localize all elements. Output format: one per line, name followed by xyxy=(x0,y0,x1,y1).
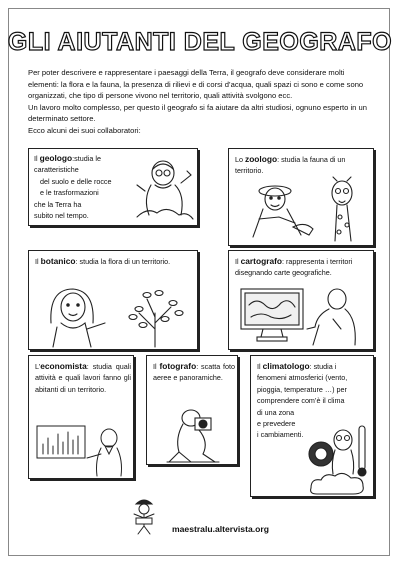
page-title-text: GLI AIUTANTI DEL GEOGRAFO xyxy=(7,28,393,56)
footer-site[interactable]: maestralu.altervista.org xyxy=(172,524,269,534)
card-economista xyxy=(28,355,134,479)
geologo-illustration-icon xyxy=(133,155,195,223)
page-title xyxy=(7,20,393,60)
climatologo-name: climatologo xyxy=(262,361,310,371)
geologo-name: geologo xyxy=(39,153,73,163)
intro-text xyxy=(28,67,376,137)
maestralu-logo-icon xyxy=(130,496,158,536)
economista-text: L’economista: studia quali attività e quali lavori fanno gli abitanti di un territorio. xyxy=(35,361,131,394)
zoologo-name: zoologo xyxy=(245,154,278,164)
card-zoologo xyxy=(228,148,374,246)
cartografo-name: cartografo xyxy=(240,256,283,266)
botanico-name: botanico xyxy=(40,256,76,266)
card-climatologo xyxy=(250,355,374,497)
intro-paragraph-3: Ecco alcuni dei suoi collaboratori: xyxy=(28,125,141,135)
intro-paragraph-1: Per poter descrivere e rappresentare i paesaggi della Terra, il geografo deve considerare molti elementi: la flora e la fauna, la presenza di rilievi e di corsi d’acqua, quali spazi ci sono e come sono organizzati, che tipo di persone vivono nel territorio, quali attività svolgono ecc. xyxy=(28,68,364,101)
card-geologo xyxy=(28,148,198,226)
botanico-illustration-icon xyxy=(43,283,193,347)
zoologo-text: Lo zoologo: studia la fauna di un territorio. xyxy=(235,154,346,176)
climatologo-illustration-icon xyxy=(307,418,373,496)
card-botanico xyxy=(28,250,198,350)
economista-illustration-icon xyxy=(35,424,131,478)
geologo-text: Il geologo:studia le caratteristiche del suolo e delle rocce e le trasformazioni che la Terra ha subito nel tempo. xyxy=(34,153,112,221)
botanico-text: Il botanico: studia la flora di un territorio. xyxy=(35,256,171,266)
fotografo-text: Il fotografo: scatta foto aeree e panoramiche. xyxy=(153,361,236,383)
cartografo-illustration-icon xyxy=(237,285,371,347)
card-cartografo xyxy=(228,250,374,350)
card-fotografo xyxy=(146,355,238,465)
cartografo-text: Il cartografo: rappresenta i territori disegnando carte geografiche. xyxy=(235,256,353,278)
zoologo-illustration-icon xyxy=(239,177,369,243)
fotografo-illustration-icon xyxy=(157,408,229,464)
intro-paragraph-2: Un lavoro molto complesso, per questo il geografo si fa aiutare da altri studiosi, ognuno esperto in un determinato settore. xyxy=(28,102,367,124)
climatologo-text: Il climatologo: studia i fenomeni atmosferici (vento, pioggia, temperature …) per comprendere com’è il clima di una zona e prevedere i cambiamenti. xyxy=(257,361,348,440)
fotografo-name: fotografo xyxy=(159,361,197,371)
economista-name: economista xyxy=(40,361,87,371)
